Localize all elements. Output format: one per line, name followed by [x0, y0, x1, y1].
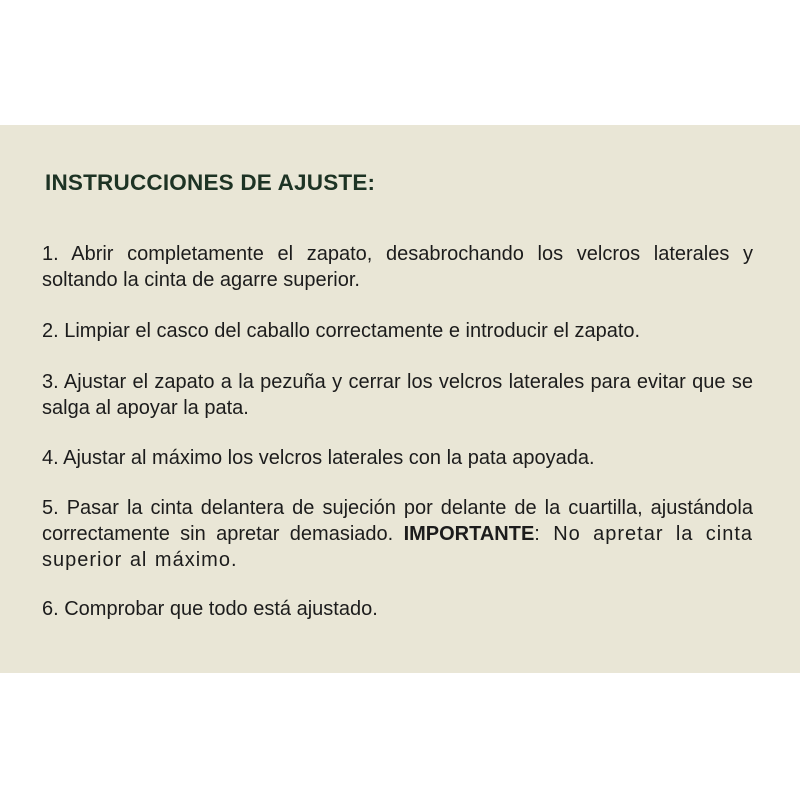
instruction-step-6: 6. Comprobar que todo está ajustado.: [42, 598, 378, 620]
instruction-step-2: 2. Limpiar el casco del caballo correctamente e introducir el zapato.: [42, 320, 641, 342]
instructions-title: INSTRUCCIONES DE AJUSTE:: [45, 170, 376, 195]
instruction-step-3: 3. Ajustar el zapato a la pezuña y cerrar los velcros laterales para evitar que se salga al apoyar la pata.: [42, 371, 753, 419]
important-label: IMPORTANTE: [403, 523, 535, 545]
instruction-step-5: [42, 495, 753, 573]
instruction-step-1: 1. Abrir completamente el zapato, desabrochando los velcros laterales y soltando la cinta de agarre superior.: [42, 243, 753, 291]
instruction-step-5-text: 5. Pasar la cinta delantera de sujeción por delante de la cuartilla, ajustándola correctamente sin apretar demasiado.: [42, 497, 753, 545]
important-note: : No apretar la cinta superior al máximo.: [42, 523, 753, 571]
instruction-step-4: 4. Ajustar al máximo los velcros laterales con la pata apoyada.: [42, 447, 595, 469]
instructions-panel: [0, 125, 800, 673]
